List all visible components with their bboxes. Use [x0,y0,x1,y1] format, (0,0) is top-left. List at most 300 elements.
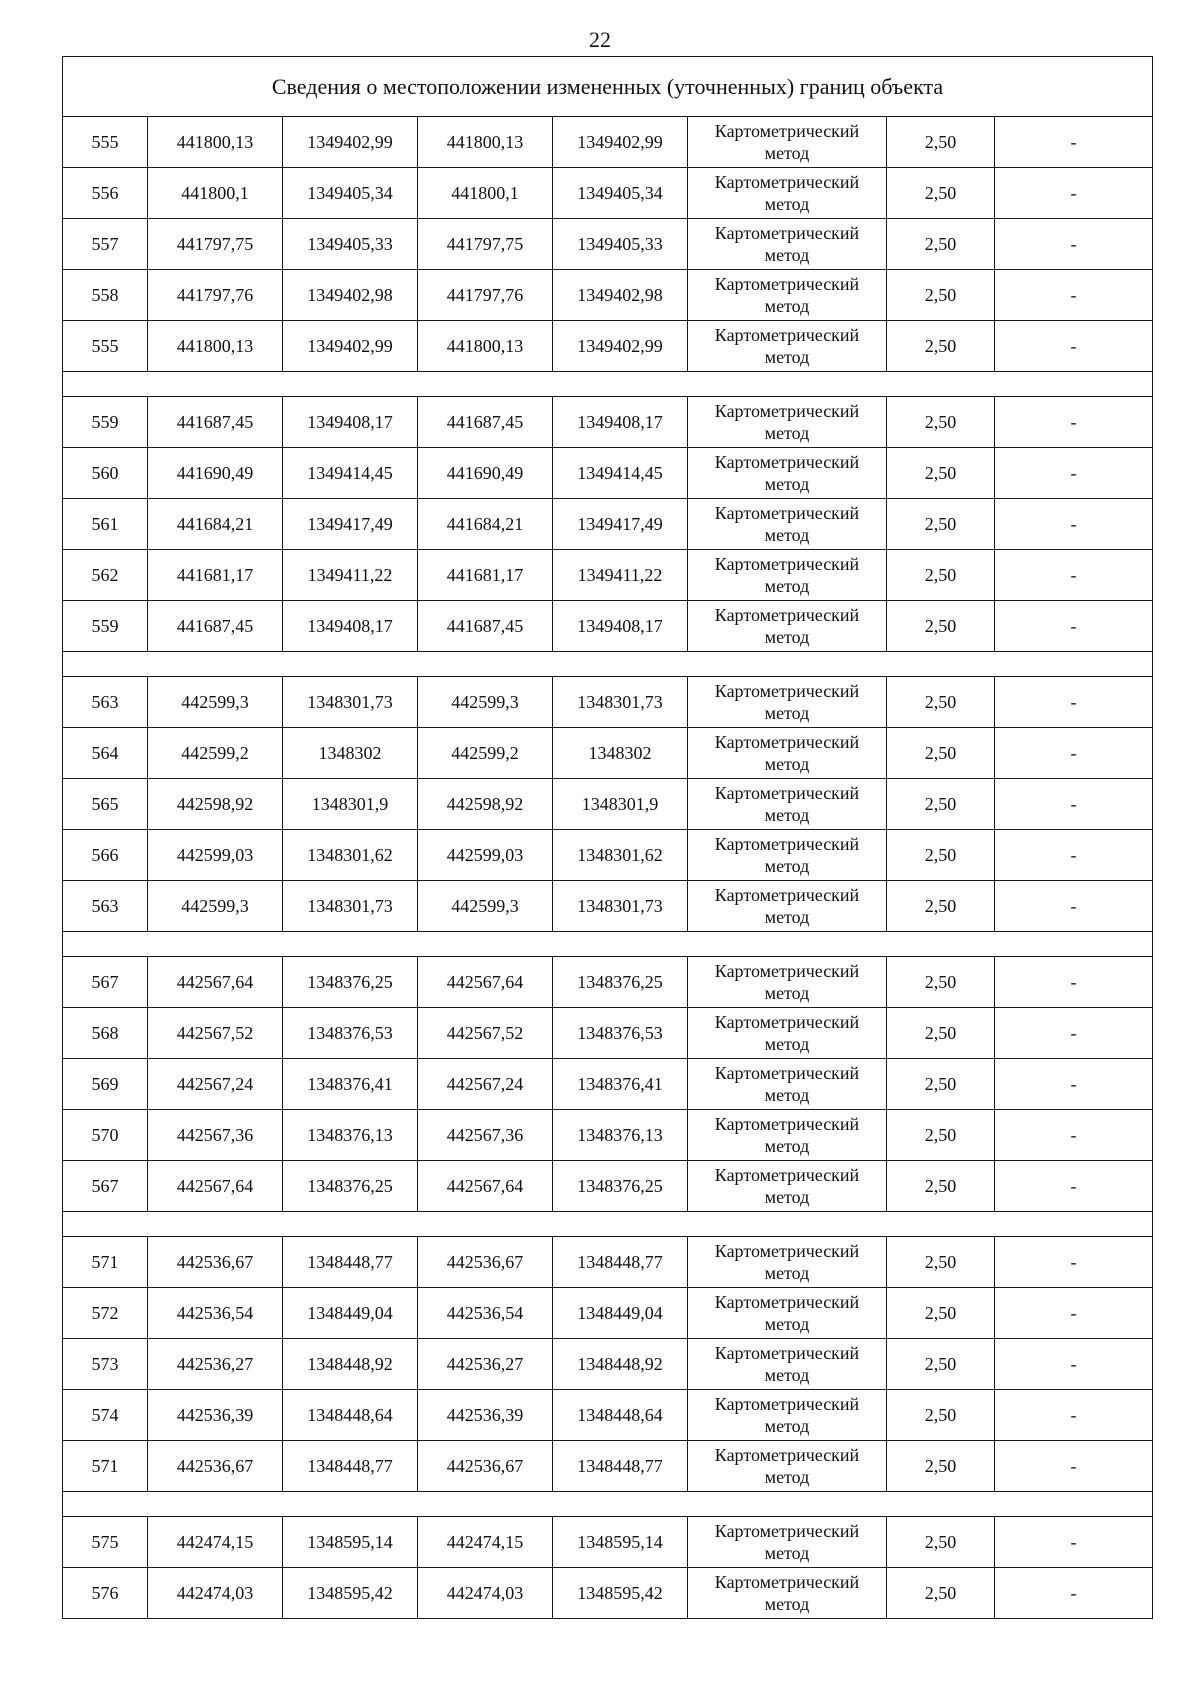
table-row [63,881,1153,932]
point-number-cell: 563 [63,677,148,728]
x-refined-cell: 442598,92 [418,779,553,830]
accuracy-cell: 2,50 [887,499,995,550]
method-text-line2: метод [764,1314,810,1334]
method-cell [688,1008,887,1059]
method-cell [688,1110,887,1161]
x-refined-cell: 442536,67 [418,1441,553,1492]
method-text-line1: Картометрический [714,1165,860,1185]
y-existing-cell: 1349414,45 [283,448,418,499]
method-text-line1: Картометрический [714,1063,860,1083]
table-row [63,677,1153,728]
group-separator-row [63,372,1153,397]
y-refined-cell: 1348376,53 [553,1008,688,1059]
table-row [63,1568,1153,1619]
accuracy-cell: 2,50 [887,550,995,601]
table-row [63,957,1153,1008]
x-refined-cell: 441681,17 [418,550,553,601]
x-existing-cell: 441800,1 [148,168,283,219]
y-existing-cell: 1348448,92 [283,1339,418,1390]
point-number-cell: 562 [63,550,148,601]
note-cell: - [995,601,1153,652]
method-cell [688,1237,887,1288]
note-cell: - [995,1059,1153,1110]
x-existing-cell: 441681,17 [148,550,283,601]
accuracy-cell: 2,50 [887,677,995,728]
x-existing-cell: 442599,2 [148,728,283,779]
y-existing-cell: 1348595,14 [283,1517,418,1568]
note-cell: - [995,219,1153,270]
y-refined-cell: 1349405,34 [553,168,688,219]
x-existing-cell: 442474,15 [148,1517,283,1568]
note-cell: - [995,1568,1153,1619]
method-text-line1: Картометрический [714,554,860,574]
point-number-cell: 559 [63,601,148,652]
y-existing-cell: 1348376,25 [283,1161,418,1212]
x-refined-cell: 442536,27 [418,1339,553,1390]
method-cell [688,779,887,830]
method-cell [688,397,887,448]
y-refined-cell: 1348448,77 [553,1441,688,1492]
method-text-line2: метод [764,576,810,596]
x-refined-cell: 442599,2 [418,728,553,779]
x-existing-cell: 442599,3 [148,677,283,728]
y-refined-cell: 1348595,14 [553,1517,688,1568]
note-cell: - [995,168,1153,219]
accuracy-cell: 2,50 [887,1110,995,1161]
note-cell: - [995,779,1153,830]
method-text-line1: Картометрический [714,172,860,192]
method-cell [688,550,887,601]
y-existing-cell: 1348376,25 [283,957,418,1008]
method-cell [688,270,887,321]
y-refined-cell: 1349405,33 [553,219,688,270]
method-text-line2: метод [764,296,810,316]
separator-cell [63,1212,1153,1237]
method-cell [688,1059,887,1110]
method-text-line1: Картометрический [714,681,860,701]
y-existing-cell: 1348448,64 [283,1390,418,1441]
point-number-cell: 559 [63,397,148,448]
method-text-line1: Картометрический [714,1114,860,1134]
y-refined-cell: 1349402,99 [553,321,688,372]
table-row [63,448,1153,499]
x-existing-cell: 441800,13 [148,117,283,168]
table-row [63,321,1153,372]
accuracy-cell: 2,50 [887,117,995,168]
method-text-line1: Картометрический [714,452,860,472]
method-text-line2: метод [764,1136,810,1156]
table-title: Сведения о местоположении измененных (уточненных) границ объекта [63,57,1153,117]
table-row [63,397,1153,448]
table-row [63,1161,1153,1212]
point-number-cell: 571 [63,1441,148,1492]
method-text-line2: метод [764,474,810,494]
method-text-line1: Картометрический [714,1012,860,1032]
x-refined-cell: 441684,21 [418,499,553,550]
point-number-cell: 560 [63,448,148,499]
note-cell: - [995,321,1153,372]
y-refined-cell: 1348376,25 [553,1161,688,1212]
method-text-line2: метод [764,1467,810,1487]
y-refined-cell: 1349411,22 [553,550,688,601]
method-cell [688,219,887,270]
x-refined-cell: 442567,64 [418,957,553,1008]
point-number-cell: 563 [63,881,148,932]
method-text-line2: метод [764,1263,810,1283]
x-existing-cell: 441690,49 [148,448,283,499]
y-refined-cell: 1348448,77 [553,1237,688,1288]
x-refined-cell: 441690,49 [418,448,553,499]
accuracy-cell: 2,50 [887,219,995,270]
x-refined-cell: 441800,1 [418,168,553,219]
x-refined-cell: 442536,39 [418,1390,553,1441]
y-existing-cell: 1348376,13 [283,1110,418,1161]
y-refined-cell: 1348376,41 [553,1059,688,1110]
method-text-line2: метод [764,1187,810,1207]
y-existing-cell: 1349402,99 [283,321,418,372]
x-existing-cell: 441684,21 [148,499,283,550]
table-row [63,1237,1153,1288]
y-refined-cell: 1348302 [553,728,688,779]
y-existing-cell: 1348376,53 [283,1008,418,1059]
accuracy-cell: 2,50 [887,168,995,219]
method-text-line1: Картометрический [714,885,860,905]
point-number-cell: 576 [63,1568,148,1619]
method-text-line1: Картометрический [714,503,860,523]
page-number: 22 [589,27,611,52]
separator-cell [63,1492,1153,1517]
method-text-line2: метод [764,983,810,1003]
separator-cell [63,932,1153,957]
boundary-coordinates-table [62,56,1153,1619]
x-existing-cell: 442536,27 [148,1339,283,1390]
method-text-line1: Картометрический [714,605,860,625]
method-text-line1: Картометрический [714,274,860,294]
table-row [63,1008,1153,1059]
y-existing-cell: 1348448,77 [283,1441,418,1492]
point-number-cell: 568 [63,1008,148,1059]
x-refined-cell: 442599,3 [418,881,553,932]
point-number-cell: 570 [63,1110,148,1161]
note-cell: - [995,499,1153,550]
point-number-cell: 569 [63,1059,148,1110]
method-cell [688,1161,887,1212]
method-text-line2: метод [764,754,810,774]
y-refined-cell: 1348595,42 [553,1568,688,1619]
method-text-line2: метод [764,1034,810,1054]
method-text-line1: Картометрический [714,1521,860,1541]
y-existing-cell: 1348376,41 [283,1059,418,1110]
y-existing-cell: 1349411,22 [283,550,418,601]
x-existing-cell: 441687,45 [148,601,283,652]
method-text-line1: Картометрический [714,1292,860,1312]
x-existing-cell: 442598,92 [148,779,283,830]
accuracy-cell: 2,50 [887,1237,995,1288]
method-text-line2: метод [764,1085,810,1105]
point-number-cell: 555 [63,117,148,168]
y-existing-cell: 1349402,99 [283,117,418,168]
point-number-cell: 561 [63,499,148,550]
method-cell [688,728,887,779]
method-cell [688,499,887,550]
x-existing-cell: 442536,54 [148,1288,283,1339]
point-number-cell: 574 [63,1390,148,1441]
x-refined-cell: 441687,45 [418,397,553,448]
method-text-line2: метод [764,1594,810,1614]
method-text-line2: метод [764,805,810,825]
y-refined-cell: 1348448,64 [553,1390,688,1441]
method-text-line1: Картометрический [714,783,860,803]
table-row [63,1110,1153,1161]
method-text-line2: метод [764,423,810,443]
accuracy-cell: 2,50 [887,1339,995,1390]
method-text-line1: Картометрический [714,1241,860,1261]
accuracy-cell: 2,50 [887,321,995,372]
method-text-line2: метод [764,143,810,163]
method-cell [688,1441,887,1492]
accuracy-cell: 2,50 [887,601,995,652]
x-existing-cell: 441797,76 [148,270,283,321]
accuracy-cell: 2,50 [887,957,995,1008]
method-text-line2: метод [764,856,810,876]
point-number-cell: 556 [63,168,148,219]
method-cell [688,168,887,219]
y-existing-cell: 1348301,73 [283,677,418,728]
method-cell [688,601,887,652]
accuracy-cell: 2,50 [887,1059,995,1110]
x-existing-cell: 441797,75 [148,219,283,270]
x-existing-cell: 442567,36 [148,1110,283,1161]
note-cell: - [995,1339,1153,1390]
x-refined-cell: 442536,67 [418,1237,553,1288]
x-refined-cell: 442567,24 [418,1059,553,1110]
table-row [63,1517,1153,1568]
method-cell [688,1339,887,1390]
x-existing-cell: 442567,52 [148,1008,283,1059]
y-existing-cell: 1349405,34 [283,168,418,219]
method-text-line2: метод [764,907,810,927]
y-refined-cell: 1349402,99 [553,117,688,168]
method-text-line1: Картометрический [714,1572,860,1592]
y-refined-cell: 1349414,45 [553,448,688,499]
y-existing-cell: 1349402,98 [283,270,418,321]
x-refined-cell: 442567,52 [418,1008,553,1059]
y-refined-cell: 1349408,17 [553,601,688,652]
accuracy-cell: 2,50 [887,397,995,448]
accuracy-cell: 2,50 [887,1008,995,1059]
accuracy-cell: 2,50 [887,1288,995,1339]
table-row [63,117,1153,168]
y-existing-cell: 1348595,42 [283,1568,418,1619]
table-row [63,219,1153,270]
note-cell: - [995,677,1153,728]
note-cell: - [995,957,1153,1008]
method-text-line1: Картометрический [714,1343,860,1363]
method-cell [688,677,887,728]
method-text-line1: Картометрический [714,732,860,752]
separator-cell [63,372,1153,397]
x-refined-cell: 441797,76 [418,270,553,321]
table-row [63,1288,1153,1339]
accuracy-cell: 2,50 [887,1568,995,1619]
accuracy-cell: 2,50 [887,1161,995,1212]
x-existing-cell: 442567,64 [148,1161,283,1212]
point-number-cell: 571 [63,1237,148,1288]
note-cell: - [995,1441,1153,1492]
method-cell [688,1390,887,1441]
accuracy-cell: 2,50 [887,830,995,881]
method-text-line1: Картометрический [714,834,860,854]
method-cell [688,1288,887,1339]
separator-cell [63,652,1153,677]
point-number-cell: 566 [63,830,148,881]
y-refined-cell: 1348448,92 [553,1339,688,1390]
y-refined-cell: 1348301,73 [553,677,688,728]
accuracy-cell: 2,50 [887,1517,995,1568]
x-existing-cell: 442536,67 [148,1441,283,1492]
point-number-cell: 564 [63,728,148,779]
table-row [63,1059,1153,1110]
table-row [63,1339,1153,1390]
point-number-cell: 567 [63,957,148,1008]
method-text-line1: Картометрический [714,325,860,345]
note-cell: - [995,1110,1153,1161]
method-text-line2: метод [764,1543,810,1563]
note-cell: - [995,1288,1153,1339]
method-text-line2: метод [764,1416,810,1436]
x-existing-cell: 442536,39 [148,1390,283,1441]
point-number-cell: 567 [63,1161,148,1212]
x-existing-cell: 442599,3 [148,881,283,932]
note-cell: - [995,270,1153,321]
method-text-line2: метод [764,1365,810,1385]
note-cell: - [995,117,1153,168]
point-number-cell: 565 [63,779,148,830]
method-text-line2: метод [764,703,810,723]
x-refined-cell: 442567,64 [418,1161,553,1212]
x-refined-cell: 441800,13 [418,117,553,168]
x-existing-cell: 442567,64 [148,957,283,1008]
note-cell: - [995,1390,1153,1441]
accuracy-cell: 2,50 [887,448,995,499]
table-row [63,601,1153,652]
x-refined-cell: 442599,03 [418,830,553,881]
method-text-line2: метод [764,525,810,545]
y-refined-cell: 1349402,98 [553,270,688,321]
method-cell [688,830,887,881]
y-existing-cell: 1348301,73 [283,881,418,932]
x-existing-cell: 442599,03 [148,830,283,881]
method-cell [688,448,887,499]
y-refined-cell: 1348301,73 [553,881,688,932]
table-row [63,1441,1153,1492]
table-row [63,270,1153,321]
method-text-line2: метод [764,245,810,265]
accuracy-cell: 2,50 [887,1390,995,1441]
y-refined-cell: 1348449,04 [553,1288,688,1339]
note-cell: - [995,397,1153,448]
x-existing-cell: 441687,45 [148,397,283,448]
group-separator-row [63,652,1153,677]
method-text-line1: Картометрический [714,223,860,243]
group-separator-row [63,1212,1153,1237]
table-row [63,168,1153,219]
point-number-cell: 558 [63,270,148,321]
y-existing-cell: 1348301,62 [283,830,418,881]
y-refined-cell: 1348301,9 [553,779,688,830]
note-cell: - [995,728,1153,779]
x-refined-cell: 442474,15 [418,1517,553,1568]
note-cell: - [995,550,1153,601]
accuracy-cell: 2,50 [887,881,995,932]
y-existing-cell: 1348449,04 [283,1288,418,1339]
method-text-line2: метод [764,627,810,647]
x-refined-cell: 442536,54 [418,1288,553,1339]
method-text-line1: Картометрический [714,121,860,141]
y-refined-cell: 1349408,17 [553,397,688,448]
table-title-row [63,57,1153,117]
table-row [63,499,1153,550]
x-refined-cell: 441797,75 [418,219,553,270]
method-text-line1: Картометрический [714,1394,860,1414]
point-number-cell: 557 [63,219,148,270]
accuracy-cell: 2,50 [887,728,995,779]
y-existing-cell: 1349405,33 [283,219,418,270]
y-existing-cell: 1348302 [283,728,418,779]
x-refined-cell: 442474,03 [418,1568,553,1619]
method-text-line1: Картометрический [714,961,860,981]
note-cell: - [995,1237,1153,1288]
y-refined-cell: 1348376,13 [553,1110,688,1161]
x-refined-cell: 442567,36 [418,1110,553,1161]
x-refined-cell: 441800,13 [418,321,553,372]
accuracy-cell: 2,50 [887,779,995,830]
note-cell: - [995,1161,1153,1212]
note-cell: - [995,448,1153,499]
note-cell: - [995,1517,1153,1568]
y-existing-cell: 1348301,9 [283,779,418,830]
method-text-line2: метод [764,194,810,214]
table-row [63,830,1153,881]
y-existing-cell: 1349417,49 [283,499,418,550]
method-cell [688,1517,887,1568]
point-number-cell: 575 [63,1517,148,1568]
method-cell [688,881,887,932]
note-cell: - [995,881,1153,932]
method-cell [688,957,887,1008]
x-existing-cell: 442474,03 [148,1568,283,1619]
y-refined-cell: 1348376,25 [553,957,688,1008]
note-cell: - [995,1008,1153,1059]
y-existing-cell: 1349408,17 [283,397,418,448]
x-existing-cell: 442536,67 [148,1237,283,1288]
accuracy-cell: 2,50 [887,1441,995,1492]
method-text-line1: Картометрический [714,1445,860,1465]
table-row [63,1390,1153,1441]
method-cell [688,117,887,168]
x-existing-cell: 441800,13 [148,321,283,372]
point-number-cell: 573 [63,1339,148,1390]
group-separator-row [63,932,1153,957]
x-refined-cell: 441687,45 [418,601,553,652]
table-row [63,550,1153,601]
x-existing-cell: 442567,24 [148,1059,283,1110]
x-refined-cell: 442599,3 [418,677,553,728]
method-text-line1: Картометрический [714,401,860,421]
method-cell [688,321,887,372]
method-text-line2: метод [764,347,810,367]
point-number-cell: 555 [63,321,148,372]
